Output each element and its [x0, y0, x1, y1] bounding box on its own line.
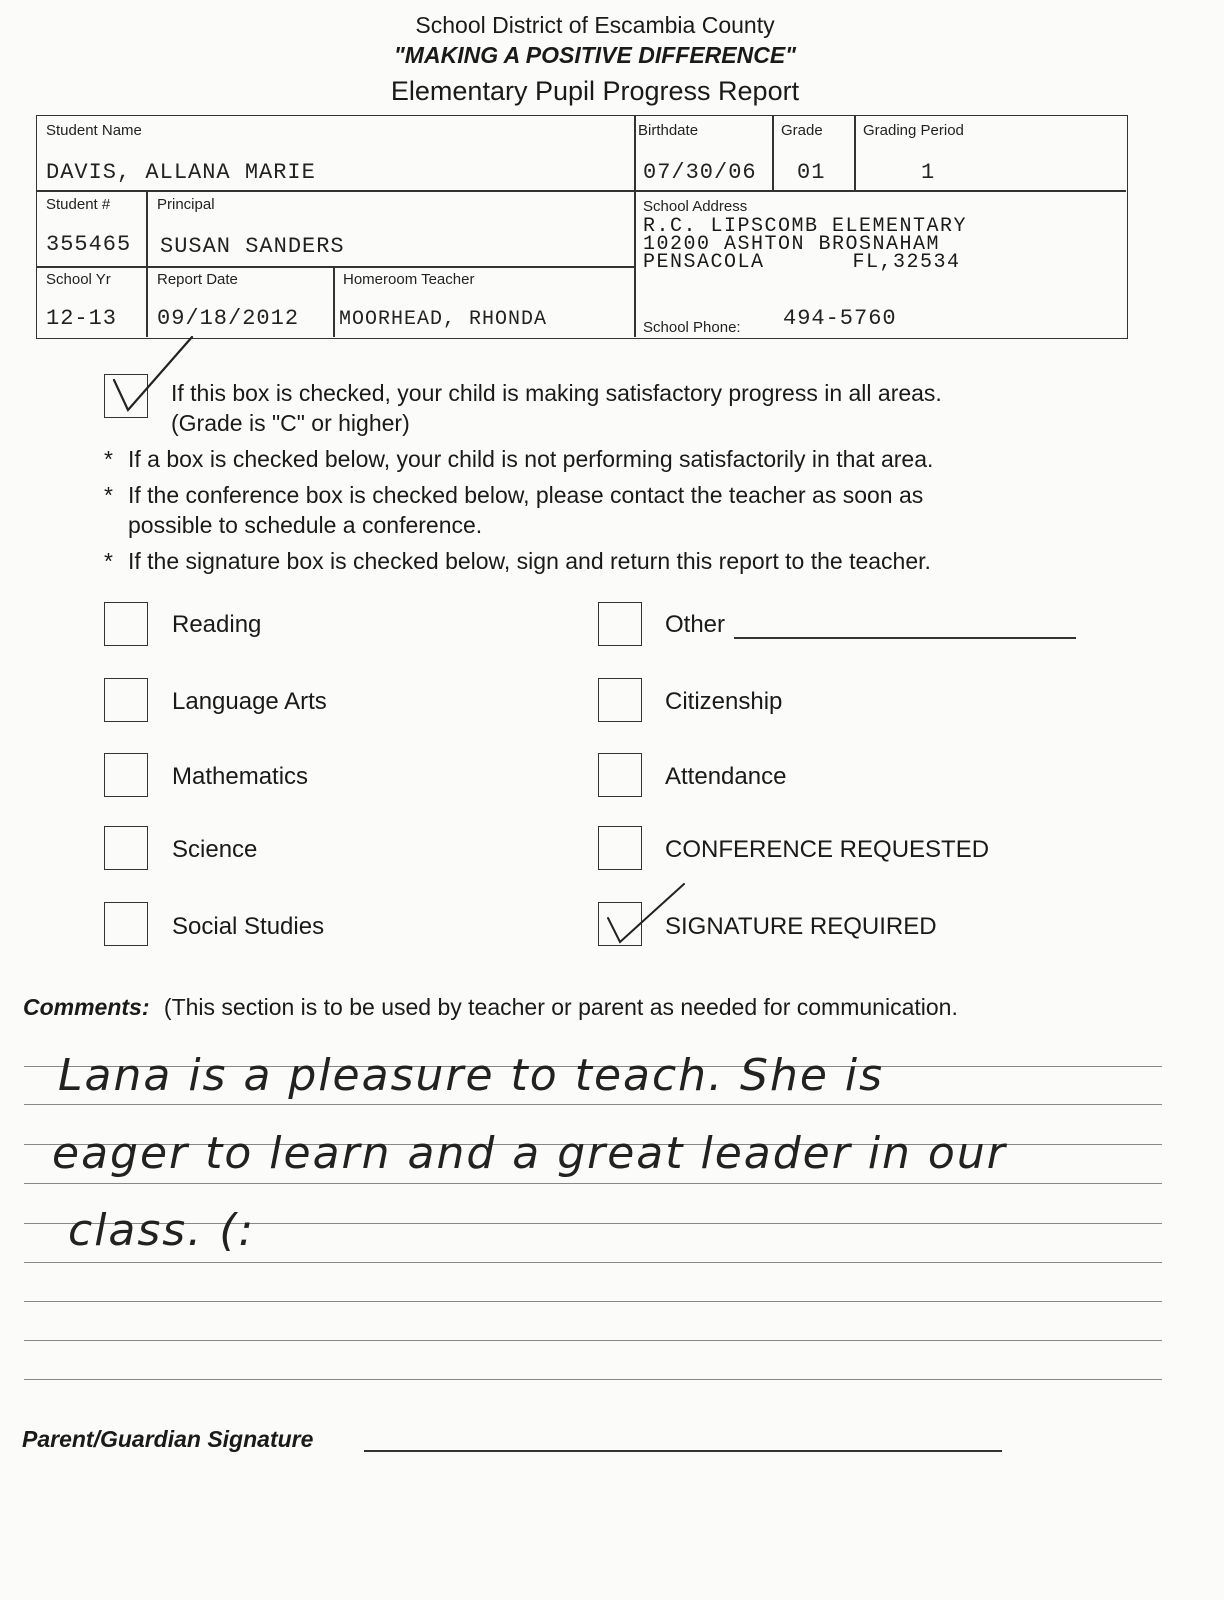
language-arts-checkbox[interactable]: [104, 678, 148, 722]
school-year: 12-13: [46, 306, 118, 331]
other-label: Other: [665, 611, 726, 638]
mathematics-checkbox[interactable]: [104, 753, 148, 797]
school-address-label: School Address: [643, 198, 748, 215]
student-number: 355465: [46, 232, 132, 257]
school-phone-label: School Phone:: [643, 319, 741, 336]
attendance-label: Attendance: [665, 763, 787, 790]
info-table: Student Name DAVIS, ALLANA MARIE Birthdate 07/30/06 Grade 01 Grading Period 1 Student # 355465 Principal SUSAN SANDERS School Address R.C. LIPSCOMB ELEMENTARY 10200 ASHTON BROSNAHAM PENSACOLA FL,32534 School Yr 12-13 Report Date 09/18/2012 Homeroom Teacher MOORHEAD, RHONDA School Phone: 494-5760: [36, 115, 1128, 339]
reading-label: Reading: [172, 611, 262, 638]
principal-label: Principal: [157, 196, 215, 213]
motto: "MAKING A POSITIVE DIFFERENCE": [393, 42, 797, 68]
student-name-label: Student Name: [46, 122, 142, 139]
conference-requested-label: CONFERENCE REQUESTED: [665, 836, 990, 863]
social-studies-checkbox[interactable]: [104, 902, 148, 946]
other-write-in-line[interactable]: [734, 637, 1076, 639]
comments-heading: Comments:: [23, 994, 150, 1020]
school-phone: 494-5760: [783, 306, 897, 331]
science-label: Science: [172, 836, 258, 863]
grading-period: 1: [921, 160, 936, 185]
student-name: DAVIS, ALLANA MARIE: [46, 160, 316, 185]
grade: 01: [797, 160, 826, 185]
homeroom-label: Homeroom Teacher: [343, 271, 475, 288]
signature-label: Parent/Guardian Signature: [22, 1426, 314, 1452]
satisfactory-line-1: If this box is checked, your child is making satisfactory progress in all areas.: [171, 380, 942, 406]
citizenship-label: Citizenship: [665, 688, 783, 715]
grading-period-label: Grading Period: [863, 122, 964, 139]
grade-label: Grade: [781, 122, 823, 139]
student-number-label: Student #: [46, 196, 111, 213]
other-checkbox[interactable]: [598, 602, 642, 646]
social-studies-label: Social Studies: [172, 913, 325, 940]
mathematics-label: Mathematics: [172, 763, 309, 790]
reading-checkbox[interactable]: [104, 602, 148, 646]
report-title: Elementary Pupil Progress Report: [390, 76, 800, 106]
comment-line-1: Lana is a pleasure to teach. She is: [58, 1050, 885, 1101]
comments-instruction: (This section is to be used by teacher or parent as needed for communication.: [163, 994, 958, 1020]
signature-required-label: SIGNATURE REQUIRED: [665, 913, 937, 940]
report-date: 09/18/2012: [157, 306, 300, 331]
satisfactory-text: [171, 378, 942, 438]
birthdate: 07/30/06: [643, 160, 757, 185]
citizenship-checkbox[interactable]: [598, 678, 642, 722]
report-date-label: Report Date: [157, 271, 238, 288]
comment-line-3: class. (:: [68, 1205, 256, 1256]
comments-header: [23, 994, 958, 1021]
attendance-checkbox[interactable]: [598, 753, 642, 797]
school-address: [643, 215, 968, 274]
homeroom-teacher: MOORHEAD, RHONDA: [339, 308, 548, 331]
satisfactory-line-2: (Grade is "C" or higher): [171, 410, 410, 436]
science-checkbox[interactable]: [104, 826, 148, 870]
comment-line-2: eager to learn and a great leader in our: [52, 1128, 1007, 1179]
address-line-1: R.C. LIPSCOMB ELEMENTARY: [643, 215, 968, 238]
school-year-label: School Yr: [46, 271, 111, 288]
district-name: School District of Escambia County: [415, 12, 775, 38]
principal: SUSAN SANDERS: [160, 234, 345, 259]
language-arts-label: Language Arts: [172, 688, 327, 715]
address-line-2: 10200 ASHTON BROSNAHAM: [643, 233, 941, 256]
signature-line[interactable]: [364, 1450, 1002, 1452]
conference-requested-checkbox[interactable]: [598, 826, 642, 870]
address-city-line: PENSACOLA FL,32534: [643, 251, 961, 274]
